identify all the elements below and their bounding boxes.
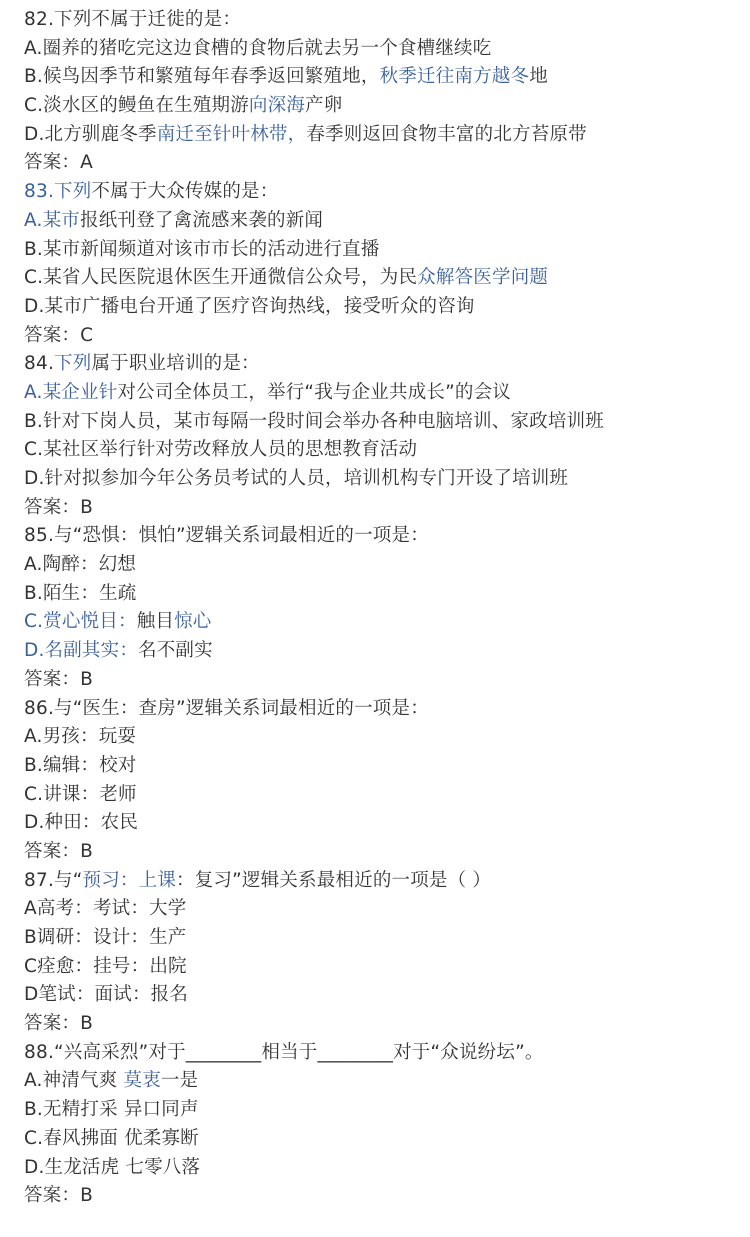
- text-segment: 地: [529, 66, 548, 88]
- answer-option: [24, 35, 750, 64]
- question-stem: [24, 6, 750, 35]
- question-stem: [24, 1039, 750, 1068]
- text-segment: B.候鸟因季节和繁殖每年春季返回繁殖地，: [24, 66, 380, 88]
- question-stem: [24, 867, 750, 896]
- highlighted-text: 南迁至针叶林带，: [156, 123, 307, 145]
- text-segment: 88.“兴高采烈”对于________相当于________对于“众说纷坛”。: [24, 1041, 544, 1063]
- text-segment: A.男孩：玩耍: [24, 726, 137, 748]
- text-segment: B.针对下岗人员，某市每隔一段时间会举办各种电脑培训、家政培训班: [24, 410, 604, 432]
- highlighted-text: C.赏心悦目：: [24, 611, 137, 633]
- text-segment: 87.与“: [24, 869, 83, 891]
- text-segment: D.某市广播电台开通了医疗咨询热线，接受听众的咨询: [24, 295, 475, 317]
- text-segment: A.圈养的猪吃完这边食槽的食物后就去另一个食槽继续吃: [24, 37, 492, 59]
- answer-option: [24, 981, 750, 1010]
- answer-option: [24, 608, 750, 637]
- highlighted-text: 众解答医学问题: [417, 267, 549, 289]
- question-stem: [24, 178, 750, 207]
- text-segment: 82.下列不属于迁徙的是：: [24, 9, 242, 30]
- question-stem: [24, 695, 750, 724]
- highlighted-text: 83.下列: [24, 181, 92, 203]
- answer-line: 答案：B: [24, 668, 93, 690]
- answer-line: 答案：B: [24, 496, 93, 518]
- answer-option: [24, 264, 750, 293]
- answer-option: [24, 637, 750, 666]
- answer-line: 答案：B: [24, 1013, 93, 1035]
- answer-option: [24, 809, 750, 838]
- text-segment: C.某省人民医院退休医生开通微信公众号，为民: [24, 267, 418, 289]
- answer-option: [24, 236, 750, 265]
- text-segment: B.无精打采 异口同声: [24, 1099, 199, 1121]
- text-segment: D.生龙活虎 七零八落: [24, 1156, 201, 1178]
- text-segment: 报纸刊登了禽流感来袭的新闻: [80, 209, 324, 231]
- text-segment: D笔试：面试：报名: [24, 984, 189, 1006]
- highlighted-text: D.名副其实：: [24, 640, 139, 662]
- text-segment: D.北方驯鹿冬季: [24, 123, 157, 145]
- text-segment: B调研：设计：生产: [24, 927, 187, 948]
- text-segment: C.某社区举行针对劳改释放人员的思想教育活动: [24, 439, 418, 461]
- text-segment: ：复习”逻辑关系最相近的一项是（ ）: [176, 869, 492, 891]
- text-segment: A.神清气爽: [24, 1070, 124, 1092]
- text-segment: A.陶醉：幻想: [24, 554, 137, 576]
- answer-option: [24, 465, 750, 494]
- text-segment: B.陌生：生疏: [24, 582, 137, 604]
- text-segment: 春季则返回食物丰富的北方苔原带: [306, 123, 587, 145]
- text-segment: D.种田：农民: [24, 812, 139, 834]
- answer-line: 答案：A: [24, 152, 93, 174]
- answer-option: [24, 953, 750, 982]
- answer-option: [24, 781, 750, 810]
- answer-option: [24, 895, 750, 924]
- text-segment: 触目: [136, 611, 175, 633]
- answer-option: [24, 723, 750, 752]
- text-segment: C痊愈：挂号：出院: [24, 955, 187, 977]
- answer-line: 答案：C: [24, 324, 94, 346]
- text-segment: 属于职业培训的是：: [91, 353, 260, 375]
- question-stem: [24, 350, 750, 379]
- text-segment: C.讲课：老师: [24, 783, 137, 805]
- answer-option: [24, 1096, 750, 1125]
- answer-option: [24, 752, 750, 781]
- text-segment: D.针对拟参加今年公务员考试的人员，培训机构专门开设了培训班: [24, 468, 569, 489]
- text-segment: 对公司全体员工，举行“我与企业共成长”的会议: [117, 381, 511, 403]
- text-segment: A高考：考试：大学: [24, 898, 187, 920]
- highlighted-text: A.某市: [24, 209, 81, 231]
- answer-option: [24, 92, 750, 121]
- text-segment: 产卵: [305, 95, 343, 117]
- text-segment: C.淡水区的鳗鱼在生殖期游: [24, 95, 249, 117]
- text-segment: 84.: [24, 353, 55, 375]
- answer-option: [24, 63, 750, 92]
- highlighted-text: A.某企业针: [24, 381, 118, 403]
- answer-option: [24, 207, 750, 236]
- highlighted-text: 惊心: [174, 611, 212, 633]
- highlighted-text: 莫衷: [123, 1070, 161, 1092]
- answer-option: [24, 580, 750, 609]
- answer-option: [24, 436, 750, 465]
- answer-option: [24, 924, 750, 953]
- text-segment: 85.与“恐惧：惧怕”逻辑关系词最相近的一项是：: [24, 525, 429, 547]
- text-segment: C.春风拂面 优柔寡断: [24, 1127, 199, 1149]
- question-stem: [24, 522, 750, 551]
- text-segment: 86.与“医生：查房”逻辑关系词最相近的一项是：: [24, 697, 429, 719]
- highlighted-text: 向深海: [248, 95, 306, 117]
- text-segment: B.编辑：校对: [24, 754, 137, 776]
- answer-option: [24, 379, 750, 408]
- highlighted-text: 秋季迁往南方越冬: [379, 66, 530, 88]
- answer-option: [24, 121, 750, 150]
- answer-option: [24, 408, 750, 437]
- answer-line: 答案：B: [24, 840, 93, 862]
- text-segment: B.某市新闻频道对该市市长的活动进行直播: [24, 238, 380, 260]
- text-segment: 名不副实: [138, 640, 213, 662]
- answer-option: [24, 1067, 750, 1096]
- answer-option: [24, 293, 750, 322]
- answer-option: [24, 551, 750, 580]
- highlighted-text: 下列: [54, 353, 92, 375]
- text-segment: 一是: [160, 1070, 199, 1092]
- answer-option: [24, 1154, 750, 1183]
- highlighted-text: 预习：上课: [82, 869, 177, 891]
- answer-option: [24, 1125, 750, 1154]
- answer-line: 答案：B: [24, 1185, 93, 1207]
- text-segment: 不属于大众传媒的是：: [91, 181, 279, 203]
